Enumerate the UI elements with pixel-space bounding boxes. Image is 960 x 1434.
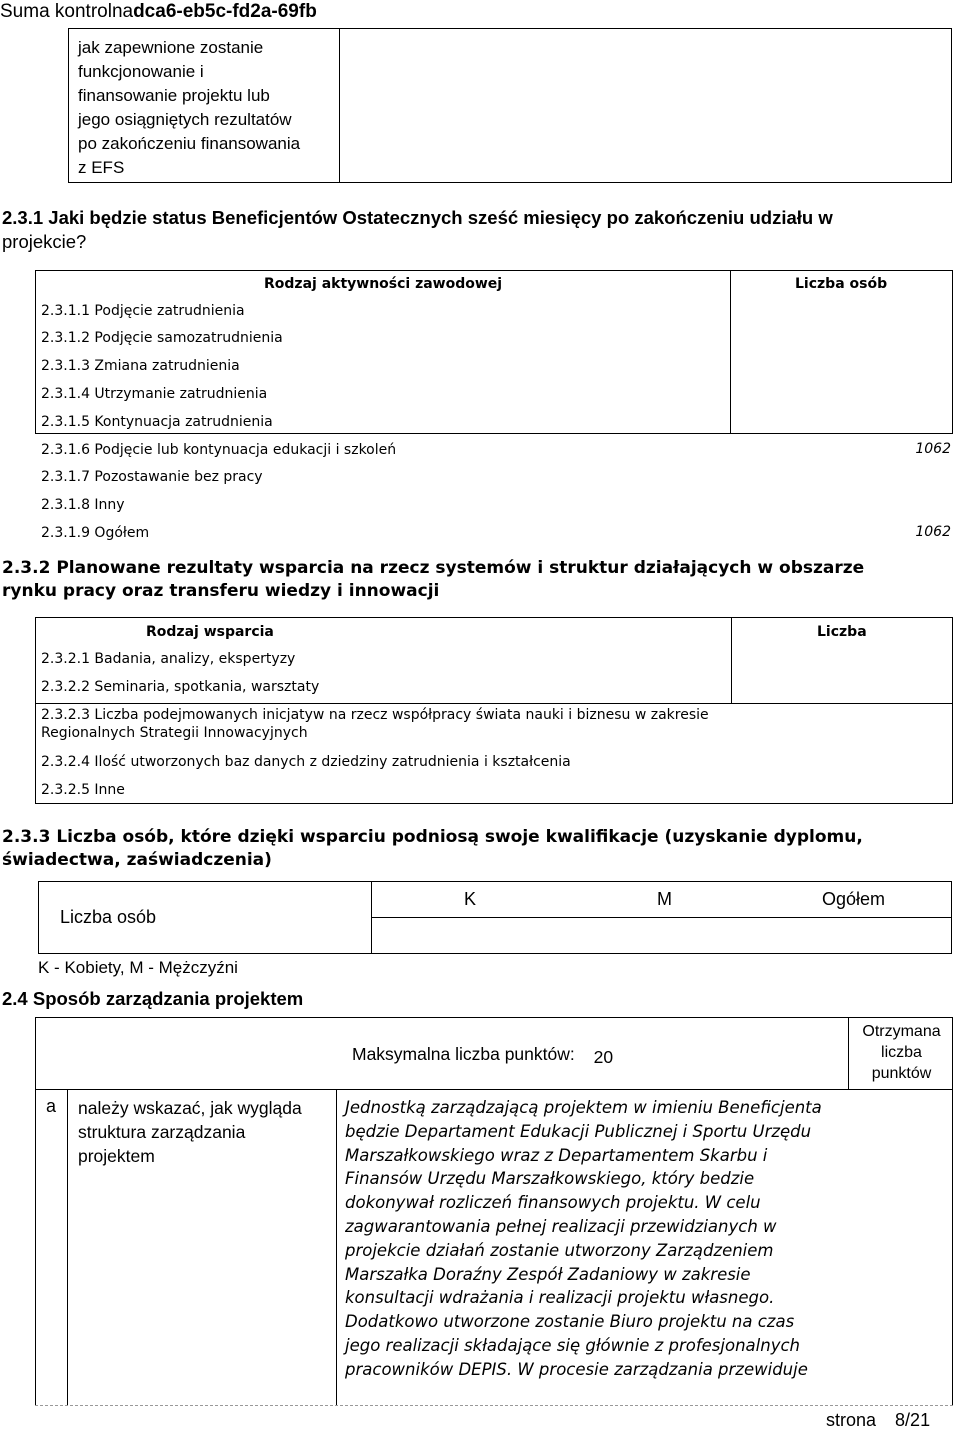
status-row-label: 2.3.1.3 Zmiana zatrudnienia — [41, 358, 240, 374]
status-row-label: 2.3.1.8 Inny — [41, 497, 125, 513]
support-row-label: 2.3.2.2 Seminaria, spotkania, warsztaty — [41, 679, 320, 695]
status-row-label: 2.3.1.2 Podjęcie samozatrudnienia — [41, 330, 283, 346]
support-table-divider — [731, 617, 732, 704]
status-row-value: 1062 — [915, 524, 951, 540]
page-number — [826, 1410, 930, 1431]
gender-legend: K - Kobiety, M - Mężczyźni — [38, 958, 238, 977]
answer-line: jego realizacji składające się głównie z profesjonalnych — [345, 1335, 800, 1355]
question-line: struktura zarządzania — [78, 1122, 246, 1142]
status-row-label: 2.3.1.9 Ogółem — [41, 525, 150, 541]
col-people-count: Liczba osób — [795, 276, 888, 292]
section-233-heading — [2, 826, 863, 872]
header-checksum: dca6-eb5c-fd2a-69fb — [133, 1, 317, 22]
support-row-label: 2.3.2.3 Liczba podejmowanych inicjatyw na rzecz współpracy świata nauki i biznesu w zakresie — [41, 707, 709, 723]
heading-line: 2.3.1 Jaki będzie status Beneficjentów Ostatecznych sześć miesięcy po zakończeniu udziału w — [2, 207, 833, 228]
page-value: 8/21 — [895, 1410, 931, 1430]
question-line: funkcjonowanie i — [78, 62, 204, 81]
answer-line: Marszałka Doraźny Zespół Zadaniowy w zakresie — [345, 1264, 751, 1284]
answer-line: pracowników DEPIS. W procesie zarządzania przewiduje — [345, 1359, 808, 1379]
sustainability-question — [78, 36, 300, 180]
received-line: punktów — [871, 1065, 932, 1082]
col-count: Liczba — [817, 624, 867, 640]
sustainability-box-divider — [339, 28, 340, 183]
qualification-table-rule — [371, 917, 952, 918]
received-points — [850, 1021, 953, 1084]
management-header-rule — [35, 1089, 953, 1090]
question-line: po zakończeniu finansowania — [78, 134, 301, 153]
heading-line: 2.3.3 Liczba osób, które dzięki wsparciu podniosą swoje kwalifikacje (uzyskanie dyplomu, — [2, 827, 863, 847]
management-answer — [345, 1096, 822, 1382]
received-line: liczba — [881, 1044, 922, 1061]
management-question — [78, 1096, 302, 1168]
row-letter: a — [46, 1096, 57, 1116]
answer-line: konsultacji wdrażania i realizacji projektu własnego. — [345, 1288, 775, 1308]
col-activity-type: Rodzaj aktywności zawodowej — [264, 276, 503, 292]
management-points-divider — [848, 1017, 849, 1089]
heading-line: projekcie? — [2, 231, 87, 252]
header — [0, 0, 317, 24]
qualification-row-label: Liczba osób — [60, 907, 157, 927]
status-row-label: 2.3.1.1 Podjęcie zatrudnienia — [41, 303, 245, 319]
page-label: strona — [826, 1410, 877, 1430]
heading-line: świadectwa, zaświadczenia) — [2, 850, 272, 870]
answer-line: dokonywał rozliczeń finansowych projektu. W celu — [345, 1193, 761, 1213]
max-points-label: Maksymalna liczba punktów: — [352, 1044, 575, 1064]
status-row-label: 2.3.1.4 Utrzymanie zatrudnienia — [41, 386, 268, 402]
status-table-header — [35, 270, 953, 434]
answer-line: Marszałkowskiego wraz z Departamentem Skarbu i — [345, 1145, 768, 1165]
answer-line: Dodatkowo utworzone zostanie Biuro projektu na czas — [345, 1312, 795, 1332]
status-row-label: 2.3.1.6 Podjęcie lub kontynuacja edukacji i szkoleń — [41, 442, 397, 458]
max-points — [352, 1044, 613, 1065]
received-line: Otrzymana — [862, 1023, 941, 1040]
support-row-label: 2.3.2.4 Ilość utworzonych baz danych z dziedziny zatrudnienia i kształcenia — [41, 754, 571, 770]
answer-line: projekcie działań zostanie utworzony Zarządzeniem — [345, 1240, 774, 1260]
heading-line: 2.3.2 Planowane rezultaty wsparcia na rzecz systemów i struktur działających w obszarze — [2, 558, 865, 578]
status-table-divider — [730, 270, 731, 434]
question-line: z EFS — [78, 158, 125, 177]
section-232-heading — [2, 557, 864, 603]
management-answer-divider — [336, 1089, 337, 1405]
question-line: finansowanie projektu lub — [78, 86, 270, 105]
status-row-label: 2.3.1.5 Kontynuacja zatrudnienia — [41, 414, 273, 430]
answer-line: zagwarantowania pełnej realizacji przewidzianych w — [345, 1216, 777, 1236]
question-line: jak zapewnione zostanie — [78, 38, 264, 57]
answer-line: będzie Departament Edukacji Publicznej i Sportu Urzędu — [345, 1121, 812, 1141]
question-line: projektem — [78, 1146, 155, 1166]
status-row-value: 1062 — [915, 441, 951, 457]
col-women: K — [464, 889, 477, 909]
management-bottom-rule — [35, 1405, 953, 1406]
col-men: M — [657, 889, 672, 909]
support-row-label-cont: Regionalnych Strategii Innowacyjnych — [41, 725, 308, 741]
support-row-label: 2.3.2.5 Inne — [41, 782, 125, 798]
section-231-heading — [2, 206, 833, 254]
col-total: Ogółem — [822, 889, 886, 909]
section-24-heading: 2.4 Sposób zarządzania projektem — [2, 988, 304, 1009]
header-prefix: Suma kontrolna — [0, 1, 134, 22]
answer-line: Finansów Urzędu Marszałkowskiego, który bedzie — [345, 1169, 755, 1189]
status-row-label: 2.3.1.7 Pozostawanie bez pracy — [41, 469, 263, 485]
question-line: należy wskazać, jak wygląda — [78, 1098, 302, 1118]
col-support-type: Rodzaj wsparcia — [146, 624, 274, 640]
question-line: jego osiągniętych rezultatów — [78, 110, 292, 129]
max-points-value: 20 — [593, 1047, 614, 1067]
management-letter-divider — [67, 1089, 68, 1405]
support-row-label: 2.3.2.1 Badania, analizy, ekspertyzy — [41, 651, 296, 667]
heading-line: rynku pracy oraz transferu wiedzy i innowacji — [2, 581, 440, 601]
answer-line: Jednostką zarządzającą projektem w imieniu Beneficjenta — [345, 1098, 822, 1117]
